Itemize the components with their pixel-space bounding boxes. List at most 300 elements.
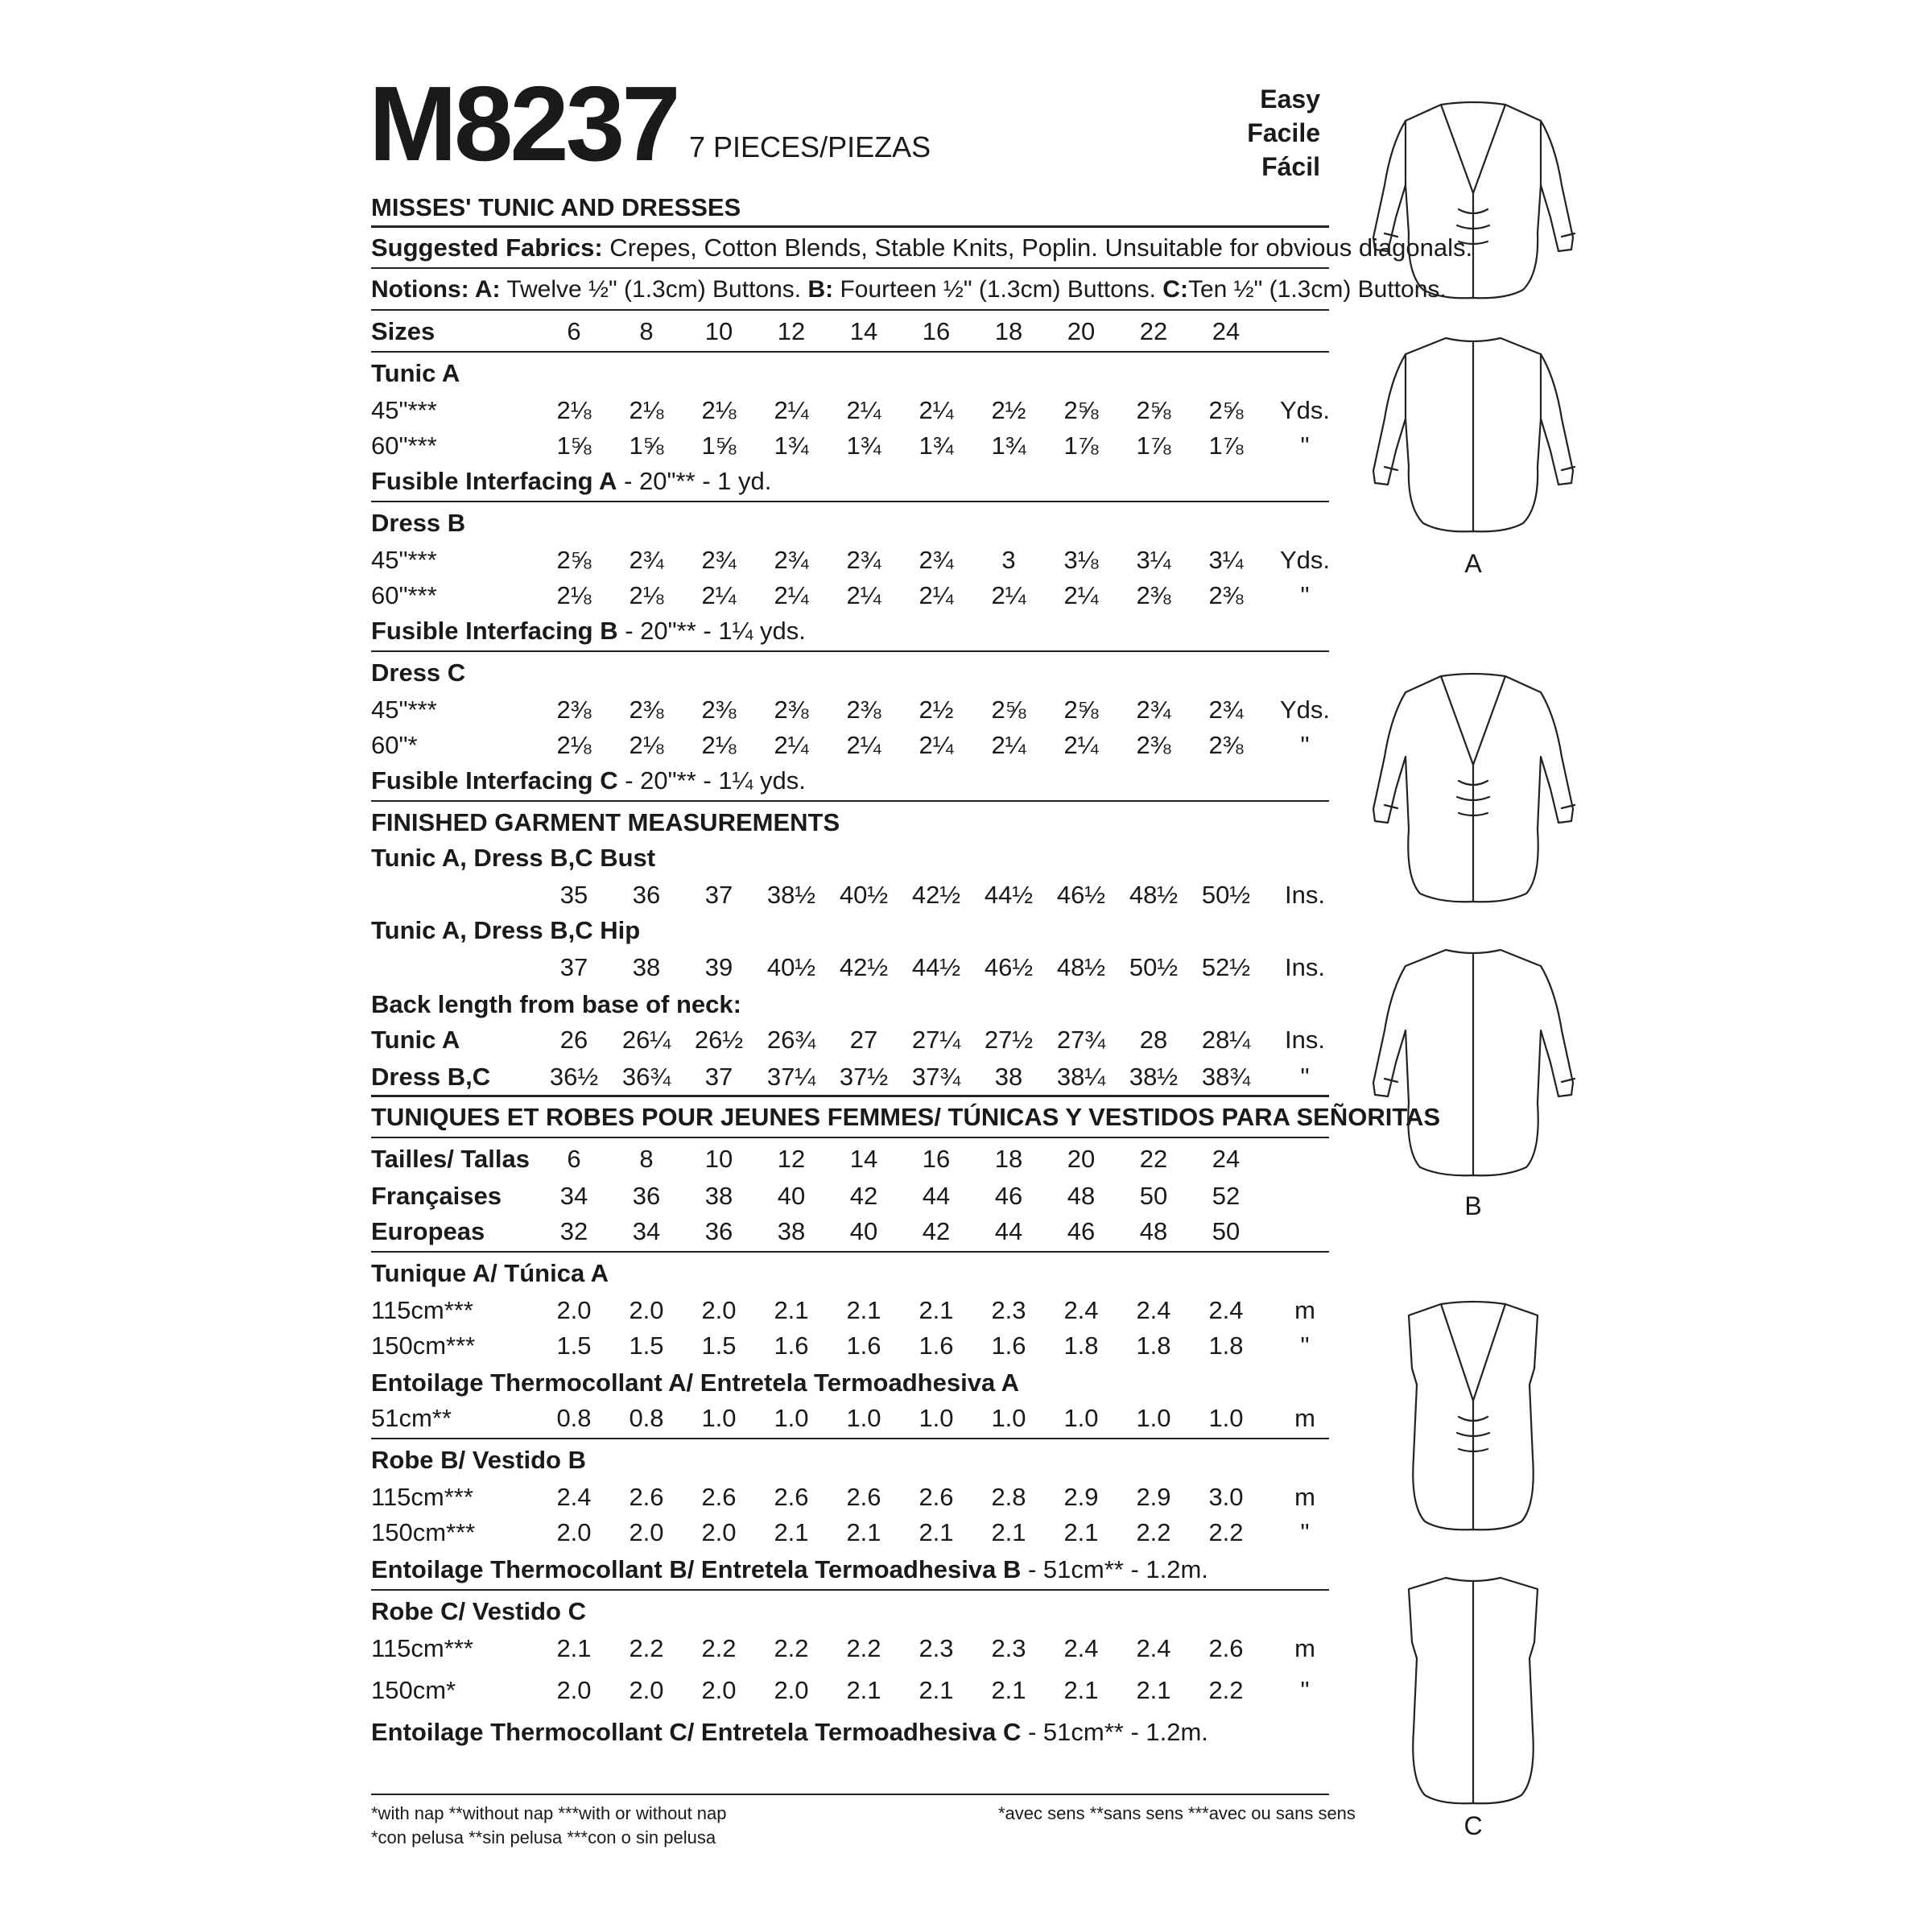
dress-b-back-sketch <box>1368 942 1578 1183</box>
tunic-a-60-row-unit: " <box>1300 431 1310 460</box>
notions-b-text: Fourteen ½" (1.3cm) Buttons. <box>833 276 1156 303</box>
tunic-a-front-sketch <box>1368 97 1578 306</box>
metric-b-115-row <box>371 1480 1337 1515</box>
metric-c-115-row <box>371 1631 1337 1666</box>
table-cell: 2⅝ <box>991 696 1026 724</box>
table-cell: 36 <box>632 1182 661 1210</box>
table-cell: 2.0 <box>629 1518 664 1546</box>
table-cell: 40½ <box>766 953 816 981</box>
table-cell: 1.5 <box>701 1331 737 1360</box>
dress-c-interfacing <box>371 763 806 799</box>
table-cell: 36 <box>704 1217 733 1245</box>
table-cell: 2¼ <box>919 731 954 759</box>
table-cell: 10 <box>704 317 733 345</box>
table-cell: 50 <box>1139 1182 1168 1210</box>
table-cell: 1.6 <box>991 1331 1026 1360</box>
table-cell: 1¾ <box>991 431 1026 460</box>
tunic-a-45-row <box>371 393 1337 428</box>
table-cell: 38¾ <box>1201 1063 1251 1091</box>
table-cell: 2.4 <box>1208 1296 1244 1324</box>
dress-b-interfacing-part: Fusible Interfacing B <box>371 617 618 645</box>
table-cell: 2.6 <box>629 1483 664 1511</box>
table-cell: 1.8 <box>1208 1331 1244 1360</box>
dress-c-title <box>371 655 1337 691</box>
metric-b-115-row-unit: m <box>1294 1483 1315 1511</box>
table-cell: 46 <box>1067 1217 1096 1245</box>
metric-b-150-row-unit: " <box>1300 1518 1310 1546</box>
dress-b-45-row-label: 45"*** <box>371 546 437 574</box>
table-cell: 26¾ <box>766 1026 816 1054</box>
table-cell: 12 <box>777 1145 806 1173</box>
table-cell: 50½ <box>1129 953 1179 981</box>
table-cell: 2.0 <box>629 1296 664 1324</box>
table-cell: 44 <box>922 1182 951 1210</box>
table-cell: 2.6 <box>1208 1634 1244 1662</box>
table-cell: 26¼ <box>621 1026 671 1054</box>
hip-title-label: Tunic A, Dress B,C Hip <box>371 916 641 944</box>
table-cell: 26½ <box>694 1026 744 1054</box>
table-cell: 1.0 <box>1063 1404 1099 1432</box>
tunic-a-title-label: Tunic A <box>371 359 460 387</box>
table-cell: 24 <box>1212 317 1241 345</box>
divider <box>371 1137 1329 1138</box>
metric-a-150-row-label: 150cm*** <box>371 1331 476 1360</box>
metric-a-title <box>371 1256 1337 1291</box>
table-cell: 1⅝ <box>701 431 737 460</box>
metric-c-150-row-label: 150cm* <box>371 1676 456 1704</box>
dress-c-60-row-unit: " <box>1300 731 1310 759</box>
table-cell: 14 <box>849 317 878 345</box>
table-cell: 2.2 <box>1208 1518 1244 1546</box>
table-cell: 2.0 <box>774 1676 809 1704</box>
dress-c-45-row-label: 45"*** <box>371 696 437 724</box>
table-cell: 2.2 <box>701 1634 737 1662</box>
table-cell: 2.3 <box>919 1634 954 1662</box>
pattern-number: M8237 <box>369 64 678 183</box>
back-length-tunic-row <box>371 1022 1337 1058</box>
table-cell: 38 <box>994 1063 1023 1091</box>
table-cell: 2½ <box>991 396 1026 424</box>
view-label-a: A <box>1464 549 1482 578</box>
table-cell: 1.6 <box>919 1331 954 1360</box>
table-cell: 2⅝ <box>1208 396 1244 424</box>
table-cell: 2⅜ <box>1208 581 1244 609</box>
table-cell: 8 <box>639 317 654 345</box>
table-cell: 37½ <box>839 1063 889 1091</box>
table-cell: 46½ <box>984 953 1034 981</box>
table-cell: 1.6 <box>846 1331 881 1360</box>
table-cell: 2.1 <box>846 1518 881 1546</box>
table-cell: 2⅝ <box>1063 396 1099 424</box>
table-cell: 2.1 <box>556 1634 592 1662</box>
table-cell: 1⅞ <box>1208 431 1244 460</box>
metric-c-115-row-unit: m <box>1294 1634 1315 1662</box>
table-cell: 6 <box>567 1145 581 1173</box>
dress-c-back-sketch <box>1401 1570 1546 1811</box>
tunic-a-45-row-label: 45"*** <box>371 396 437 424</box>
table-cell: 2¼ <box>991 581 1026 609</box>
table-cell: 2¾ <box>629 546 664 574</box>
table-cell: 1⅝ <box>629 431 664 460</box>
table-cell: 2⅝ <box>1136 396 1171 424</box>
dress-c-interfacing-part: - 20"** - 1¼ yds. <box>617 766 806 795</box>
table-cell: 2.0 <box>629 1676 664 1704</box>
table-cell: 2.0 <box>701 1296 737 1324</box>
metric-a-interfacing-row <box>371 1401 1337 1436</box>
dress-b-60-row-label: 60"*** <box>371 581 437 609</box>
table-cell: 3¼ <box>1136 546 1171 574</box>
metric-b-interfacing <box>371 1552 1208 1587</box>
table-cell: 1.0 <box>701 1404 737 1432</box>
divider <box>371 1794 1329 1795</box>
metric-a-interfacing-row-label: 51cm** <box>371 1404 452 1432</box>
fabrics-text: Crepes, Cotton Blends, Stable Knits, Poplin. Unsuitable for obvious diagonals. <box>602 233 1473 262</box>
table-cell: 1.5 <box>629 1331 664 1360</box>
difficulty-es: Fácil <box>1261 152 1320 181</box>
europeas-row <box>371 1214 1337 1249</box>
bust-title-label: Tunic A, Dress B,C Bust <box>371 844 656 872</box>
table-cell: 42 <box>922 1217 951 1245</box>
divider <box>371 225 1329 228</box>
dress-b-interfacing-part: - 20"** - 1¼ yds. <box>617 617 806 645</box>
table-cell: 36½ <box>549 1063 599 1091</box>
table-cell: 1.6 <box>774 1331 809 1360</box>
table-cell: 42 <box>849 1182 878 1210</box>
table-cell: 20 <box>1067 317 1096 345</box>
table-cell: 2.3 <box>991 1634 1026 1662</box>
table-cell: 40 <box>849 1217 878 1245</box>
tunic-a-60-row <box>371 428 1337 464</box>
table-cell: 2.1 <box>846 1676 881 1704</box>
tunic-a-back-sketch <box>1368 330 1578 539</box>
metric-c-150-row <box>371 1673 1337 1708</box>
metric-b-115-row-label: 115cm*** <box>371 1483 473 1511</box>
table-cell: 26 <box>559 1026 588 1054</box>
fabrics-label: Suggested Fabrics: <box>371 233 603 262</box>
table-cell: 2.1 <box>1136 1676 1171 1704</box>
dress-c-interfacing-part: Fusible Interfacing C <box>371 766 618 795</box>
back-length-title-label: Back length from base of neck: <box>371 990 741 1018</box>
table-cell: 38 <box>704 1182 733 1210</box>
table-cell: 28¼ <box>1201 1026 1251 1054</box>
notions <box>371 272 1447 308</box>
francaises-row <box>371 1179 1337 1214</box>
table-cell: 38½ <box>1129 1063 1179 1091</box>
table-cell: 2.0 <box>701 1518 737 1546</box>
table-cell: 1.0 <box>846 1404 881 1432</box>
table-cell: 2.1 <box>1063 1518 1099 1546</box>
divider <box>371 1589 1329 1591</box>
table-cell: 2⅜ <box>846 696 881 724</box>
table-cell: 2.2 <box>1136 1518 1171 1546</box>
table-cell: 37¾ <box>911 1063 961 1091</box>
table-cell: 1.0 <box>1208 1404 1244 1432</box>
table-cell: 18 <box>994 317 1023 345</box>
table-cell: 27 <box>849 1026 878 1054</box>
table-cell: 2.0 <box>701 1676 737 1704</box>
footnote-en: *with nap **without nap ***with or without nap <box>371 1803 727 1823</box>
notions-a-text: Twelve ½" (1.3cm) Buttons. <box>500 276 802 303</box>
divider <box>371 351 1329 353</box>
table-cell: 52½ <box>1201 953 1251 981</box>
table-cell: 1¾ <box>919 431 954 460</box>
table-cell: 14 <box>849 1145 878 1173</box>
table-cell: 2.1 <box>991 1518 1026 1546</box>
table-cell: 2.8 <box>991 1483 1026 1511</box>
table-cell: 2.0 <box>556 1518 592 1546</box>
metric-a-150-row <box>371 1328 1337 1364</box>
francaises-row-label: Françaises <box>371 1182 502 1210</box>
metric-c-interfacing <box>371 1715 1208 1750</box>
table-cell: 12 <box>777 317 806 345</box>
metric-b-interfacing-part: Entoilage Thermocollant B/ Entretela Termoadhesiva B <box>371 1555 1022 1583</box>
table-cell: 35 <box>559 881 588 909</box>
table-cell: 2.9 <box>1063 1483 1099 1511</box>
table-cell: 2.2 <box>1208 1676 1244 1704</box>
table-cell: 34 <box>632 1217 661 1245</box>
table-cell: 44½ <box>984 881 1034 909</box>
dress-b-title-label: Dress B <box>371 509 466 537</box>
table-cell: 3⅛ <box>1063 546 1099 574</box>
table-cell: 3¼ <box>1208 546 1244 574</box>
footnote-es: *con pelusa **sin pelusa ***con o sin pelusa <box>371 1827 716 1847</box>
table-cell: 2¼ <box>1063 731 1099 759</box>
table-cell: 2⅛ <box>556 731 592 759</box>
pieces-count: 7 PIECES/PIEZAS <box>689 130 931 163</box>
dress-c-45-row <box>371 692 1337 728</box>
metric-a-title-label: Tunique A/ Túnica A <box>371 1259 609 1287</box>
metric-a-interfacing-title <box>371 1365 1337 1401</box>
table-cell: 2.4 <box>1136 1296 1171 1324</box>
table-cell: 28 <box>1139 1026 1168 1054</box>
table-cell: 44½ <box>911 953 961 981</box>
metric-a-interfacing-title-label: Entoilage Thermocollant A/ Entretela Termoadhesiva A <box>371 1368 1020 1397</box>
table-cell: 1.8 <box>1063 1331 1099 1360</box>
table-cell: 42½ <box>839 953 889 981</box>
table-cell: 2⅜ <box>774 696 809 724</box>
metric-b-150-row <box>371 1515 1337 1550</box>
tunic-a-60-row-label: 60"*** <box>371 431 437 460</box>
back-length-dress-row-label: Dress B,C <box>371 1063 491 1091</box>
table-cell: 2¼ <box>846 396 881 424</box>
notions-b-label: B: <box>801 276 834 303</box>
divider <box>371 650 1329 652</box>
table-cell: 2.4 <box>556 1483 592 1511</box>
dress-c-front-sketch <box>1401 1296 1546 1538</box>
table-cell: 2⅜ <box>556 696 592 724</box>
table-cell: 36 <box>632 881 661 909</box>
table-cell: 2¼ <box>919 581 954 609</box>
difficulty-en: Easy <box>1260 85 1320 114</box>
table-cell: 2¼ <box>774 731 809 759</box>
table-cell: 24 <box>1212 1145 1241 1173</box>
table-cell: 48½ <box>1129 881 1179 909</box>
dress-b-60-row <box>371 578 1337 613</box>
translation-title <box>371 1100 1441 1135</box>
table-cell: 1¾ <box>774 431 809 460</box>
table-cell: 1⅞ <box>1136 431 1171 460</box>
table-cell: 2¾ <box>774 546 809 574</box>
tunic-a-interfacing <box>371 464 771 499</box>
table-cell: 2½ <box>919 696 954 724</box>
table-cell: 0.8 <box>556 1404 592 1432</box>
table-cell: 42½ <box>911 881 961 909</box>
back-length-dress-row-unit: " <box>1300 1063 1310 1091</box>
table-cell: 0.8 <box>629 1404 664 1432</box>
table-cell: 36¾ <box>621 1063 671 1091</box>
divider <box>371 267 1329 269</box>
table-cell: 2.2 <box>774 1634 809 1662</box>
metric-c-115-row-label: 115cm*** <box>371 1634 473 1662</box>
finished-title <box>371 805 1337 840</box>
metric-c-title-label: Robe C/ Vestido C <box>371 1597 586 1625</box>
bust-title <box>371 840 1337 876</box>
table-cell: 37 <box>559 953 588 981</box>
back-length-dress-row <box>371 1059 1337 1095</box>
table-cell: 2.1 <box>774 1296 809 1324</box>
table-cell: 2⅜ <box>701 696 737 724</box>
suggested-fabrics <box>371 230 1472 266</box>
bust-row-unit: Ins. <box>1285 881 1325 909</box>
table-cell: 2¼ <box>846 581 881 609</box>
table-cell: 37 <box>704 881 733 909</box>
table-cell: 1.0 <box>991 1404 1026 1432</box>
table-cell: 50½ <box>1201 881 1251 909</box>
tunic-a-interfacing-part: Fusible Interfacing A <box>371 467 617 495</box>
table-cell: 2⅜ <box>629 696 664 724</box>
table-cell: 48 <box>1139 1217 1168 1245</box>
table-cell: 18 <box>994 1145 1023 1173</box>
table-cell: 2.1 <box>919 1676 954 1704</box>
table-cell: 2⅛ <box>629 396 664 424</box>
table-cell: 1⅞ <box>1063 431 1099 460</box>
table-cell: 2¾ <box>1136 696 1171 724</box>
sizes-row <box>371 314 1337 349</box>
table-cell: 1¾ <box>846 431 881 460</box>
dress-b-interfacing <box>371 613 806 649</box>
metric-c-title <box>371 1594 1337 1629</box>
table-cell: 2⅛ <box>701 731 737 759</box>
table-cell: 1.0 <box>919 1404 954 1432</box>
table-cell: 10 <box>704 1145 733 1173</box>
table-cell: 2.3 <box>991 1296 1026 1324</box>
table-cell: 2⅝ <box>1063 696 1099 724</box>
dress-b-45-row <box>371 543 1337 578</box>
table-cell: 2⅛ <box>556 396 592 424</box>
table-cell: 22 <box>1139 317 1168 345</box>
notions-label: Notions: <box>371 276 469 303</box>
table-cell: 40 <box>777 1182 806 1210</box>
table-cell: 2.1 <box>919 1518 954 1546</box>
metric-a-115-row-unit: m <box>1294 1296 1315 1324</box>
metric-a-115-row <box>371 1293 1337 1328</box>
difficulty-fr: Facile <box>1247 118 1320 147</box>
table-cell: 2.6 <box>774 1483 809 1511</box>
table-cell: 38¼ <box>1056 1063 1106 1091</box>
table-cell: 2⅛ <box>629 581 664 609</box>
divider <box>371 1251 1329 1253</box>
metric-b-title <box>371 1443 1337 1478</box>
table-cell: 2¾ <box>919 546 954 574</box>
divider <box>371 1438 1329 1439</box>
hip-row <box>371 950 1337 985</box>
metric-b-150-row-label: 150cm*** <box>371 1518 476 1546</box>
table-cell: 2⅛ <box>701 396 737 424</box>
hip-row-unit: Ins. <box>1285 953 1325 981</box>
dress-b-title <box>371 506 1337 541</box>
table-cell: 2.2 <box>629 1634 664 1662</box>
table-cell: 37 <box>704 1063 733 1091</box>
view-label-c: C <box>1463 1811 1483 1840</box>
table-cell: 2⅜ <box>1136 731 1171 759</box>
tunic-a-45-row-unit: Yds. <box>1279 396 1331 424</box>
table-cell: 2.4 <box>1136 1634 1171 1662</box>
table-cell: 44 <box>994 1217 1023 1245</box>
table-cell: 1⅝ <box>556 431 592 460</box>
metric-c-interfacing-part: Entoilage Thermocollant C/ Entretela Termoadhesiva C <box>371 1718 1022 1746</box>
table-cell: 2¼ <box>774 581 809 609</box>
table-cell: 3 <box>1001 546 1016 574</box>
metric-a-115-row-label: 115cm*** <box>371 1296 473 1324</box>
table-cell: 46 <box>994 1182 1023 1210</box>
table-cell: 39 <box>704 953 733 981</box>
table-cell: 2.2 <box>846 1634 881 1662</box>
table-cell: 50 <box>1212 1217 1241 1245</box>
tailles-row-label: Tailles/ Tallas <box>371 1145 530 1173</box>
table-cell: 2⅛ <box>556 581 592 609</box>
dress-c-title-label: Dress C <box>371 658 466 687</box>
dress-b-60-row-unit: " <box>1300 581 1310 609</box>
hip-title <box>371 913 1337 948</box>
table-cell: 2.1 <box>774 1518 809 1546</box>
table-cell: 2.1 <box>1063 1676 1099 1704</box>
table-cell: 37¼ <box>766 1063 816 1091</box>
sizes-row-label: Sizes <box>371 317 436 345</box>
divider <box>371 501 1329 502</box>
table-cell: 2¾ <box>1208 696 1244 724</box>
dress-c-45-row-unit: Yds. <box>1279 696 1331 724</box>
table-cell: 2⅝ <box>556 546 592 574</box>
table-cell: 2.9 <box>1136 1483 1171 1511</box>
metric-c-interfacing-part: - 51cm** - 1.2m. <box>1021 1718 1208 1746</box>
divider <box>371 1095 1329 1097</box>
table-cell: 48 <box>1067 1182 1096 1210</box>
tunic-a-title <box>371 356 1337 391</box>
table-cell: 6 <box>567 317 581 345</box>
notions-a-label: A: <box>469 276 501 303</box>
back-length-title <box>371 987 1337 1022</box>
back-length-tunic-row-label: Tunic A <box>371 1026 460 1054</box>
dress-c-60-row-label: 60"* <box>371 731 418 759</box>
dress-b-front-sketch <box>1368 668 1578 910</box>
table-cell: 2.6 <box>846 1483 881 1511</box>
metric-c-150-row-unit: " <box>1300 1676 1310 1704</box>
table-cell: 20 <box>1067 1145 1096 1173</box>
table-cell: 2¼ <box>774 396 809 424</box>
table-cell: 1.8 <box>1136 1331 1171 1360</box>
tailles-row <box>371 1141 1337 1177</box>
table-cell: 2¾ <box>846 546 881 574</box>
table-cell: 38 <box>632 953 661 981</box>
table-cell: 3.0 <box>1208 1483 1244 1511</box>
back-length-tunic-row-unit: Ins. <box>1285 1026 1325 1054</box>
table-cell: 22 <box>1139 1145 1168 1173</box>
dress-c-60-row <box>371 728 1337 763</box>
table-cell: 38½ <box>766 881 816 909</box>
europeas-row-label: Europeas <box>371 1217 485 1245</box>
tunic-a-interfacing-part: - 20"** - 1 yd. <box>617 467 772 495</box>
divider <box>371 309 1329 311</box>
